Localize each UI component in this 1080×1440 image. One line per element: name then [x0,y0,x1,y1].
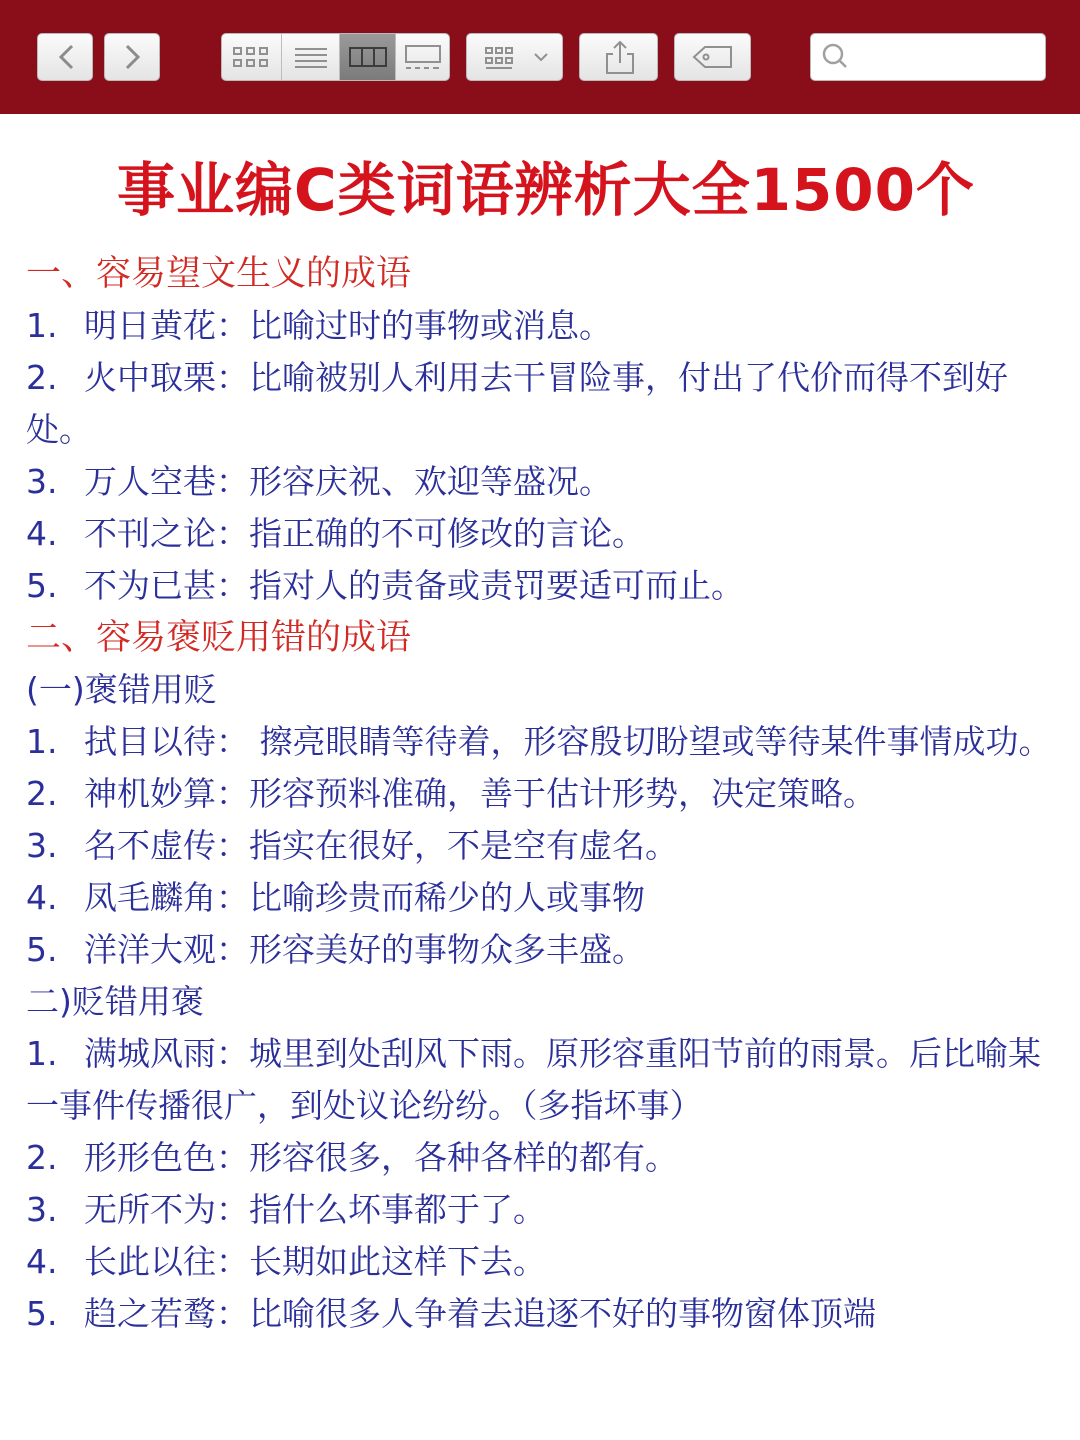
item-number: 4. [26,514,58,553]
list-item [26,820,1066,872]
section-heading: 二、容易褒贬用错的成语 [26,618,412,658]
list-item [26,924,1066,976]
item-number: 5. [26,930,58,969]
list-item [26,560,1066,612]
item-text: 形形色色：形容很多，各种各样的都有。 [84,1138,678,1177]
tag-button[interactable] [674,33,751,81]
search-icon [811,34,851,80]
subsection-heading: 二)贬错用褒 [26,982,204,1021]
page-title: 事业编C类词语辨析大全1500个 [117,156,975,224]
column-view-icon [340,34,396,80]
search-field[interactable] [810,33,1046,81]
back-button[interactable] [37,33,93,81]
list-item [26,716,1066,768]
list-item [26,1132,1066,1184]
chevron-left-icon [38,34,94,80]
list-item [26,1288,1066,1340]
list-item [26,768,1066,820]
item-number: 4. [26,878,58,917]
section-heading: 一、容易望文生义的成语 [26,254,412,294]
item-text: 火中取栗：比喻被别人利用去干冒险事，付出了代价而得不到好处。 [26,358,1008,449]
list-item [26,1028,1066,1132]
window-toolbar [0,0,1080,114]
item-number: 4. [26,1242,58,1281]
list-view-icon [282,34,340,80]
tag-icon [675,34,752,80]
item-number: 1. [26,722,58,761]
list-item [26,1184,1066,1236]
item-number: 5. [26,566,58,605]
share-icon [580,34,659,80]
item-text: 拭目以待： 擦亮眼睛等待着，形容殷切盼望或等待某件事情成功。 [84,722,1052,761]
gallery-view-button[interactable] [396,34,451,80]
list-item [26,508,1066,560]
item-text: 凤毛麟角：比喻珍贵而稀少的人或事物 [84,878,645,917]
list-view-button[interactable] [282,34,340,80]
list-item [26,872,1066,924]
item-text: 万人空巷：形容庆祝、欢迎等盛况。 [84,462,612,501]
item-number: 5. [26,1294,58,1333]
item-number: 1. [26,1034,58,1073]
item-text: 洋洋大观：形容美好的事物众多丰盛。 [84,930,645,969]
item-text: 趋之若鹜：比喻很多人争着去追逐不好的事物窗体顶端 [84,1294,876,1333]
subsection-heading: (一)褒错用贬 [26,670,217,709]
item-number: 1. [26,306,58,345]
item-text: 满城风雨：城里到处刮风下雨。原形容重阳节前的雨景。后比喻某一事件传播很广，到处议论纷纷。（多指坏事） [26,1034,1041,1125]
gallery-view-icon [396,34,451,80]
icon-view-button[interactable] [222,34,282,80]
list-item [26,1236,1066,1288]
group-by-button[interactable] [466,33,563,81]
list-item [26,300,1066,352]
item-number: 2. [26,1138,58,1177]
item-number: 2. [26,358,58,397]
item-text: 无所不为：指什么坏事都于了。 [84,1190,546,1229]
view-mode-segmented-control[interactable] [221,33,450,81]
icon-grid-view-icon [222,34,282,80]
forward-button[interactable] [104,33,160,81]
list-item [26,456,1066,508]
item-text: 名不虚传：指实在很好，不是空有虚名。 [84,826,678,865]
item-text: 神机妙算：形容预料准确，善于估计形势，决定策略。 [84,774,876,813]
group-by-icon [467,34,564,80]
item-text: 长此以往：长期如此这样下去。 [84,1242,546,1281]
share-button[interactable] [579,33,658,81]
item-text: 明日黄花：比喻过时的事物或消息。 [84,306,612,345]
list-item [26,352,1066,456]
item-number: 3. [26,826,58,865]
item-number: 3. [26,1190,58,1229]
document-body [26,150,1066,1340]
item-number: 2. [26,774,58,813]
item-number: 3. [26,462,58,501]
column-view-button[interactable] [340,34,396,80]
item-text: 不刊之论：指正确的不可修改的言论。 [84,514,645,553]
item-text: 不为已甚：指对人的责备或责罚要适可而止。 [84,566,744,605]
chevron-right-icon [105,34,161,80]
